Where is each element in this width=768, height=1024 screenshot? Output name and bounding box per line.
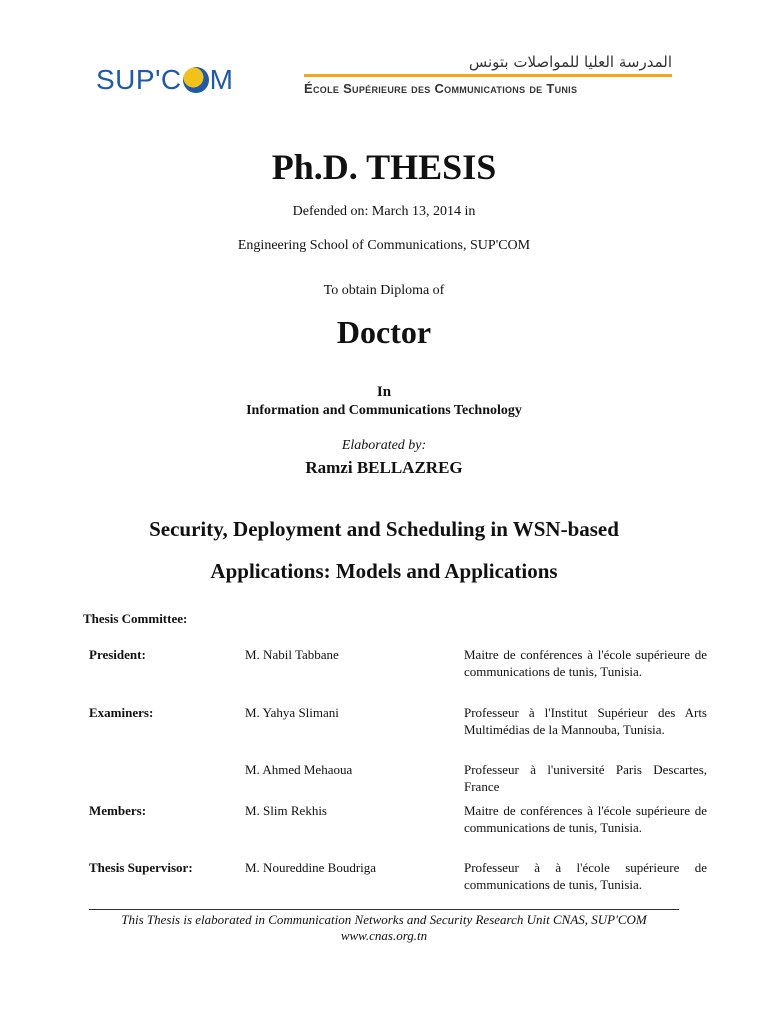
school-logo	[304, 52, 672, 96]
footer-url: www.cnas.org.tn	[340, 928, 428, 943]
school-line: Engineering School of Communications, SUP'COM	[237, 238, 531, 253]
degree: Doctor	[336, 314, 432, 350]
thesis-title	[0, 508, 768, 592]
elaborated-label: Elaborated by:	[341, 438, 427, 453]
header	[0, 52, 768, 114]
footer-divider	[89, 909, 679, 910]
committee-role: Thesis Supervisor:	[89, 860, 193, 875]
committee-row	[89, 647, 708, 705]
footer-line-1: This Thesis is elaborated in Communication Networks and Security Research Unit CNAS, SUP'COM	[121, 912, 647, 927]
thesis-title-line-2: Applications: Models and Applications	[210, 559, 558, 583]
committee-name: M. Noureddine Boudriga	[245, 860, 377, 875]
author-name: Ramzi BELLAZREG	[305, 458, 463, 477]
school-name-arabic: المدرسة العليا للمواصلات بتونس	[468, 53, 672, 71]
committee-role: Members:	[89, 803, 147, 818]
in-label: In	[376, 384, 392, 400]
page-title: Ph.D. THESIS	[271, 147, 497, 187]
committee-heading: Thesis Committee:	[83, 611, 188, 626]
committee-desc: Professeur à l'Institut Supérieur des Arts Multimédias de la Mannouba, Tunisia.	[464, 705, 707, 737]
school-logo-bar	[304, 74, 672, 77]
committee-role: President:	[89, 647, 146, 662]
globe-icon	[183, 67, 209, 93]
logo-text-right: M	[209, 64, 234, 95]
committee-row	[89, 803, 708, 860]
committee-name: M. Yahya Slimani	[245, 705, 339, 720]
committee-desc: Maitre de conférences à l'école supérieure de communications de tunis, Tunisia.	[464, 647, 707, 679]
supcom-logo	[96, 64, 233, 96]
logo-text-left: SUP'C	[96, 64, 182, 95]
committee-name: M. Ahmed Mehaoua	[245, 762, 353, 777]
committee-role: Examiners:	[89, 705, 154, 720]
obtain-label: To obtain Diploma of	[323, 283, 445, 298]
school-name-french: École Supérieure des Communications de Tunis	[304, 81, 578, 96]
committee-row	[89, 860, 708, 900]
footer	[0, 912, 768, 944]
thesis-title-line-1: Security, Deployment and Scheduling in WSN-based	[149, 517, 619, 541]
committee-desc: Professeur à à l'école supérieure de communications de tunis, Tunisia.	[464, 860, 707, 892]
committee-table	[89, 647, 708, 900]
defense-date: Defended on: March 13, 2014 in	[292, 204, 476, 219]
committee-name: M. Nabil Tabbane	[245, 647, 339, 662]
committee-name: M. Slim Rekhis	[245, 803, 327, 818]
committee-desc: Professeur à l'université Paris Descartes, France	[464, 762, 707, 794]
committee-row	[89, 705, 708, 762]
field-of-study: Information and Communications Technology	[246, 403, 522, 418]
committee-row	[89, 762, 708, 803]
committee-desc: Maitre de conférences à l'école supérieure de communications de tunis, Tunisia.	[464, 803, 707, 835]
